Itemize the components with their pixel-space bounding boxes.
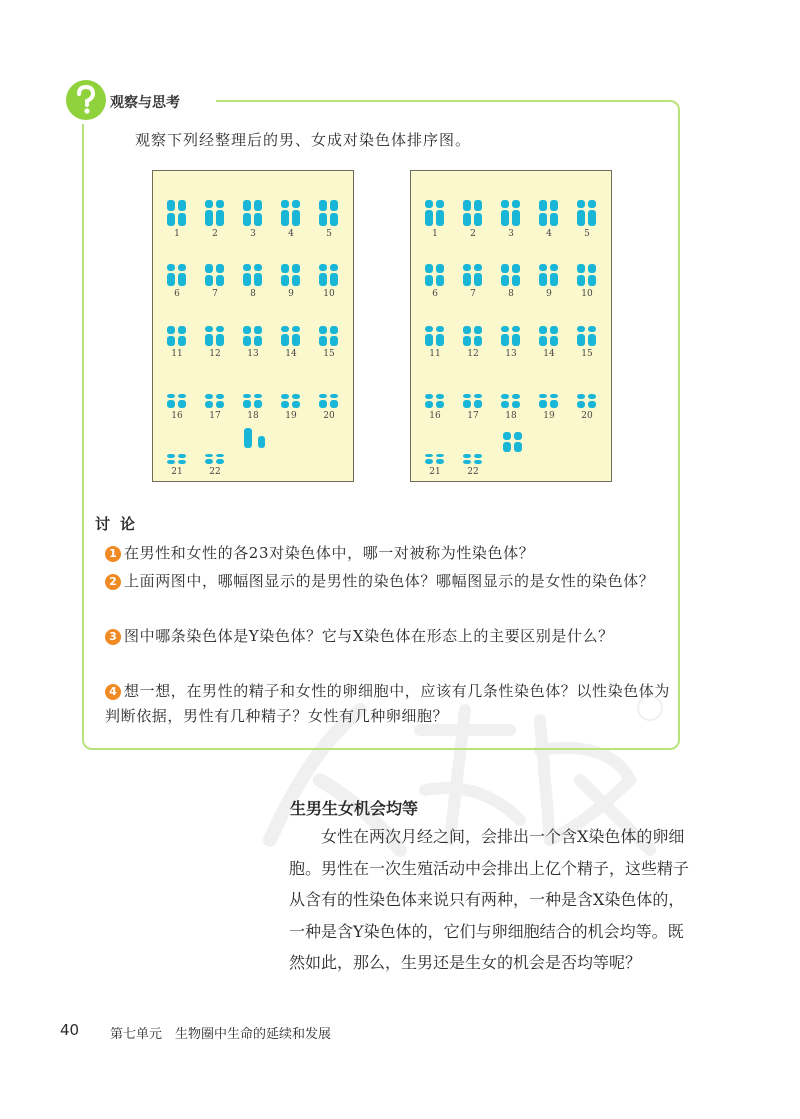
chromosome-number-label: 2 xyxy=(470,229,476,239)
article-body: 女性在两次月经之间，会排出一个含X染色体的卵细胞。男性在一次生殖活动中会排出上亿个精子，这些精子从含有的性染色体来说只有两种，一种是含X染色体的，一种是含Y染色体的，它们与卵细胞结合的机会均等。既然如此，那么，生男还是生女的机会是否均等呢？ xyxy=(289,827,690,972)
chromosome-number-label: 11 xyxy=(429,349,441,359)
chromosome-pair-4 xyxy=(279,199,303,227)
chromosome-number-label: 1 xyxy=(174,229,180,239)
chromosome-pair-16 xyxy=(165,393,189,409)
chromosome-number-label: 15 xyxy=(323,349,335,359)
chromosome-pair-22 xyxy=(203,453,227,465)
chromosome-pair-9 xyxy=(279,263,303,287)
article-heading: 生男生女机会均等 xyxy=(290,799,419,818)
question-text: 在男性和女性的各23对染色体中，哪一对被称为性染色体？ xyxy=(124,544,535,562)
chromosome-number-label: 4 xyxy=(546,229,552,239)
chromosome-pair-16 xyxy=(423,393,447,409)
chromosome-number-label: 3 xyxy=(250,229,256,239)
chromosome-pair-5 xyxy=(317,199,341,227)
chromosome-pair-5 xyxy=(575,199,599,227)
chromosome-number-label: 18 xyxy=(247,411,259,421)
question-1 xyxy=(105,541,675,566)
question-text: 想一想，在男性的精子和女性的卵细胞中，应该有几条性染色体？以性染色体为判断依据，男性有几种精子？女性有几种卵细胞？ xyxy=(105,682,671,725)
chromosome-pair-21 xyxy=(165,453,189,465)
question-2 xyxy=(105,569,675,594)
intro-text: 观察下列经整理后的男、女成对染色体排序图。 xyxy=(135,131,472,149)
chromosome-pair-10 xyxy=(317,263,341,287)
sex-chromosomes-xx xyxy=(501,431,525,453)
chromosome-number-label: 9 xyxy=(288,289,294,299)
chromosome-pair-14 xyxy=(279,325,303,347)
chromosome-pair-15 xyxy=(317,325,341,347)
chromosome-number-label: 22 xyxy=(209,467,221,477)
chromosome-pair-13 xyxy=(241,325,265,347)
sex-chromosomes-xy xyxy=(243,427,267,449)
chromosome-pair-6 xyxy=(165,263,189,287)
chromosome-number-label: 6 xyxy=(174,289,180,299)
chromosome-number-label: 13 xyxy=(505,349,517,359)
chromosome-pair-22 xyxy=(461,453,485,465)
chromosome-number-label: 17 xyxy=(209,411,221,421)
chromosome-pair-11 xyxy=(423,325,447,347)
chromosome-pair-7 xyxy=(461,263,485,287)
chromosome-number-label: 1 xyxy=(432,229,438,239)
chromosome-number-label: 16 xyxy=(171,411,183,421)
chromosome-pair-18 xyxy=(241,393,265,409)
question-text: 上面两图中，哪幅图显示的是男性的染色体？哪幅图显示的是女性的染色体？ xyxy=(124,572,655,590)
chromosome-number-label: 2 xyxy=(212,229,218,239)
chromosome-number-label: 18 xyxy=(505,411,517,421)
chromosome-number-label: 13 xyxy=(247,349,259,359)
chromosome-pair-7 xyxy=(203,263,227,287)
question-text: 图中哪条染色体是Y染色体？它与X染色体在形态上的主要区别是什么？ xyxy=(124,627,614,645)
page-number: 40 xyxy=(60,1021,80,1039)
chromosome-number-label: 21 xyxy=(429,467,441,477)
chromosome-number-label: 21 xyxy=(171,467,183,477)
karyotype-panel-left xyxy=(152,170,354,482)
chromosome-number-label: 5 xyxy=(326,229,332,239)
chromosome-number-label: 10 xyxy=(323,289,335,299)
question-number-badge: 4 xyxy=(105,684,121,700)
chromosome-pair-20 xyxy=(317,393,341,409)
chromosome-pair-19 xyxy=(279,393,303,409)
chromosome-number-label: 6 xyxy=(432,289,438,299)
chromosome-pair-4 xyxy=(537,199,561,227)
chromosome-pair-21 xyxy=(423,453,447,465)
chromosome-pair-9 xyxy=(537,263,561,287)
chromosome-pair-17 xyxy=(461,393,485,409)
chromosome-number-label: 20 xyxy=(581,411,593,421)
chromosome-number-label: 8 xyxy=(508,289,514,299)
chromosome-pair-12 xyxy=(461,325,485,347)
chromosome-pair-12 xyxy=(203,325,227,347)
question-mark-icon xyxy=(66,80,106,120)
chromosome-number-label: 12 xyxy=(209,349,221,359)
chromosome-pair-8 xyxy=(499,263,523,287)
chromosome-pair-15 xyxy=(575,325,599,347)
question-4 xyxy=(105,679,675,729)
chromosome-number-label: 17 xyxy=(467,411,479,421)
chromosome-number-label: 14 xyxy=(543,349,555,359)
chromosome-pair-18 xyxy=(499,393,523,409)
chromosome-pair-13 xyxy=(499,325,523,347)
chromosome-pair-3 xyxy=(499,199,523,227)
chromosome-pair-3 xyxy=(241,199,265,227)
chromosome-number-label: 7 xyxy=(212,289,218,299)
chromosome-number-label: 4 xyxy=(288,229,294,239)
question-number-badge: 1 xyxy=(105,546,121,562)
chromosome-pair-8 xyxy=(241,263,265,287)
chromosome-number-label: 19 xyxy=(543,411,555,421)
chromosome-pair-2 xyxy=(461,199,485,227)
chromosome-number-label: 9 xyxy=(546,289,552,299)
chromosome-pair-17 xyxy=(203,393,227,409)
chromosome-pair-1 xyxy=(423,199,447,227)
chromosome-number-label: 12 xyxy=(467,349,479,359)
chromosome-number-label: 22 xyxy=(467,467,479,477)
chromosome-pair-1 xyxy=(165,199,189,227)
chromosome-number-label: 14 xyxy=(285,349,297,359)
chromosome-number-label: 20 xyxy=(323,411,335,421)
discussion-title: 讨论 xyxy=(95,515,146,533)
question-number-badge: 3 xyxy=(105,629,121,645)
chromosome-pair-6 xyxy=(423,263,447,287)
chromosome-number-label: 10 xyxy=(581,289,593,299)
chromosome-number-label: 11 xyxy=(171,349,183,359)
chromosome-pair-20 xyxy=(575,393,599,409)
chromosome-number-label: 16 xyxy=(429,411,441,421)
chromosome-number-label: 15 xyxy=(581,349,593,359)
chromosome-number-label: 7 xyxy=(470,289,476,299)
chromosome-number-label: 5 xyxy=(584,229,590,239)
chromosome-pair-19 xyxy=(537,393,561,409)
chromosome-number-label: 19 xyxy=(285,411,297,421)
chromosome-pair-2 xyxy=(203,199,227,227)
section-title: 观察与思考 xyxy=(110,95,180,111)
karyotype-panel-right xyxy=(410,170,612,482)
unit-title: 第七单元 生物圈中生命的延续和发展 xyxy=(110,1027,332,1042)
question-3 xyxy=(105,624,675,649)
chromosome-number-label: 8 xyxy=(250,289,256,299)
question-number-badge: 2 xyxy=(105,574,121,590)
chromosome-pair-10 xyxy=(575,263,599,287)
chromosome-pair-11 xyxy=(165,325,189,347)
chromosome-pair-14 xyxy=(537,325,561,347)
chromosome-number-label: 3 xyxy=(508,229,514,239)
